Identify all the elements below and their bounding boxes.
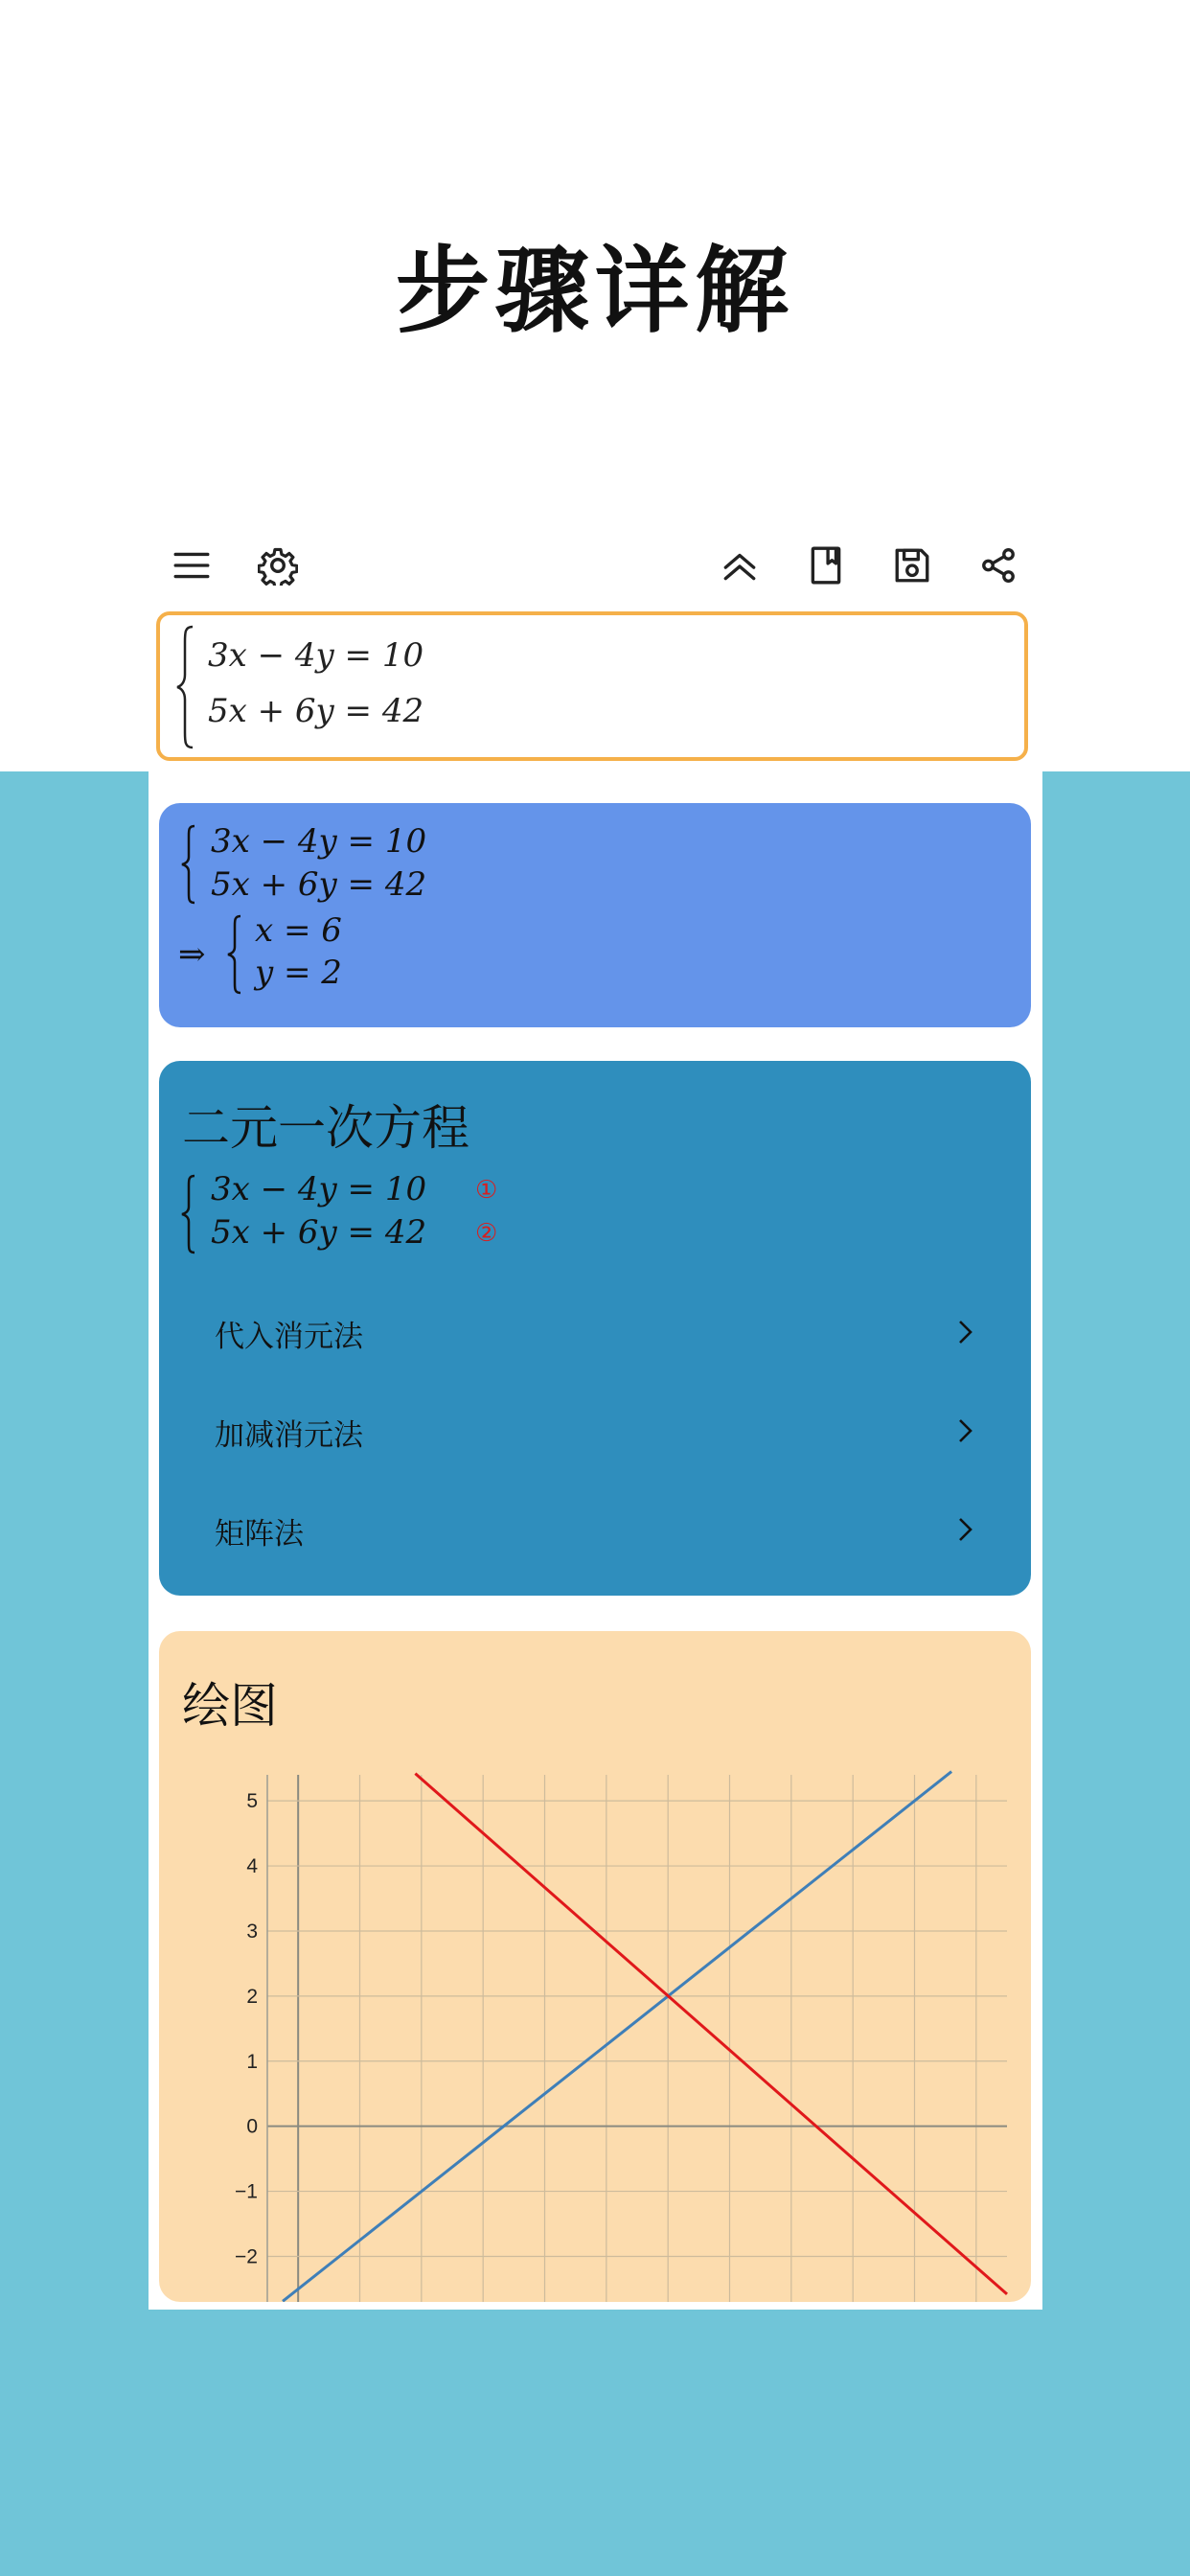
- save-icon[interactable]: [888, 541, 936, 589]
- plot-area[interactable]: [159, 1631, 1031, 2302]
- brace-icon: [226, 914, 243, 995]
- input-equation-2: 5x + 6y = 42: [208, 692, 424, 730]
- toolbar: [149, 522, 1042, 609]
- input-equation-1: 3x − 4y = 10: [208, 636, 424, 675]
- y-tick-label: 5: [246, 1790, 258, 1813]
- series-line-red: [415, 1774, 1007, 2294]
- bookmark-icon[interactable]: [802, 541, 850, 589]
- method-label: 加减消元法: [215, 1418, 363, 1453]
- y-tick-label: 3: [246, 1920, 258, 1943]
- system-equation-2: 5x + 6y = 42: [211, 865, 427, 904]
- method-elimination[interactable]: [159, 1388, 1031, 1474]
- solution-x: x = 6: [255, 911, 342, 950]
- chevron-right-icon: [952, 1416, 977, 1445]
- app-screen: [149, 522, 1042, 2310]
- series-line-blue: [283, 1772, 951, 2302]
- y-tick-label: 1: [246, 2050, 258, 2073]
- brace-icon: [180, 1174, 197, 1254]
- plot-card: [159, 1631, 1031, 2302]
- chevron-right-icon: [952, 1318, 977, 1346]
- method-label: 代入消元法: [215, 1320, 363, 1354]
- solution-y: y = 2: [255, 954, 342, 992]
- method-label: 矩阵法: [215, 1517, 304, 1552]
- gear-icon[interactable]: [254, 541, 302, 589]
- method-equation-2: 5x + 6y = 42: [211, 1213, 427, 1252]
- brace-icon: [180, 824, 197, 905]
- method-equation-1: 3x − 4y = 10: [211, 1170, 427, 1208]
- equation-input[interactable]: [156, 611, 1028, 761]
- system-equation-1: 3x − 4y = 10: [211, 822, 427, 861]
- method-substitution[interactable]: [159, 1289, 1031, 1375]
- equation-tag-2: ②: [475, 1219, 498, 1248]
- menu-icon[interactable]: [168, 541, 216, 589]
- collapse-up-icon[interactable]: [716, 541, 764, 589]
- methods-card: [159, 1061, 1031, 1596]
- y-tick-label: −1: [235, 2180, 258, 2203]
- y-tick-label: 2: [246, 1985, 258, 2008]
- equation-tag-1: ①: [475, 1176, 498, 1205]
- implies-arrow: ⇒: [178, 935, 206, 974]
- brace-icon: [175, 625, 196, 749]
- share-icon[interactable]: [974, 541, 1022, 589]
- y-tick-label: 4: [246, 1855, 258, 1878]
- result-card[interactable]: [159, 803, 1031, 1027]
- method-matrix[interactable]: [159, 1486, 1031, 1573]
- y-tick-label: 0: [246, 2115, 258, 2138]
- headline: 步骤详解: [395, 236, 794, 346]
- methods-title: 二元一次方程: [182, 1100, 469, 1156]
- y-tick-label: −2: [235, 2245, 258, 2268]
- chevron-right-icon: [952, 1515, 977, 1544]
- plot-title: 绘图: [182, 1678, 278, 1734]
